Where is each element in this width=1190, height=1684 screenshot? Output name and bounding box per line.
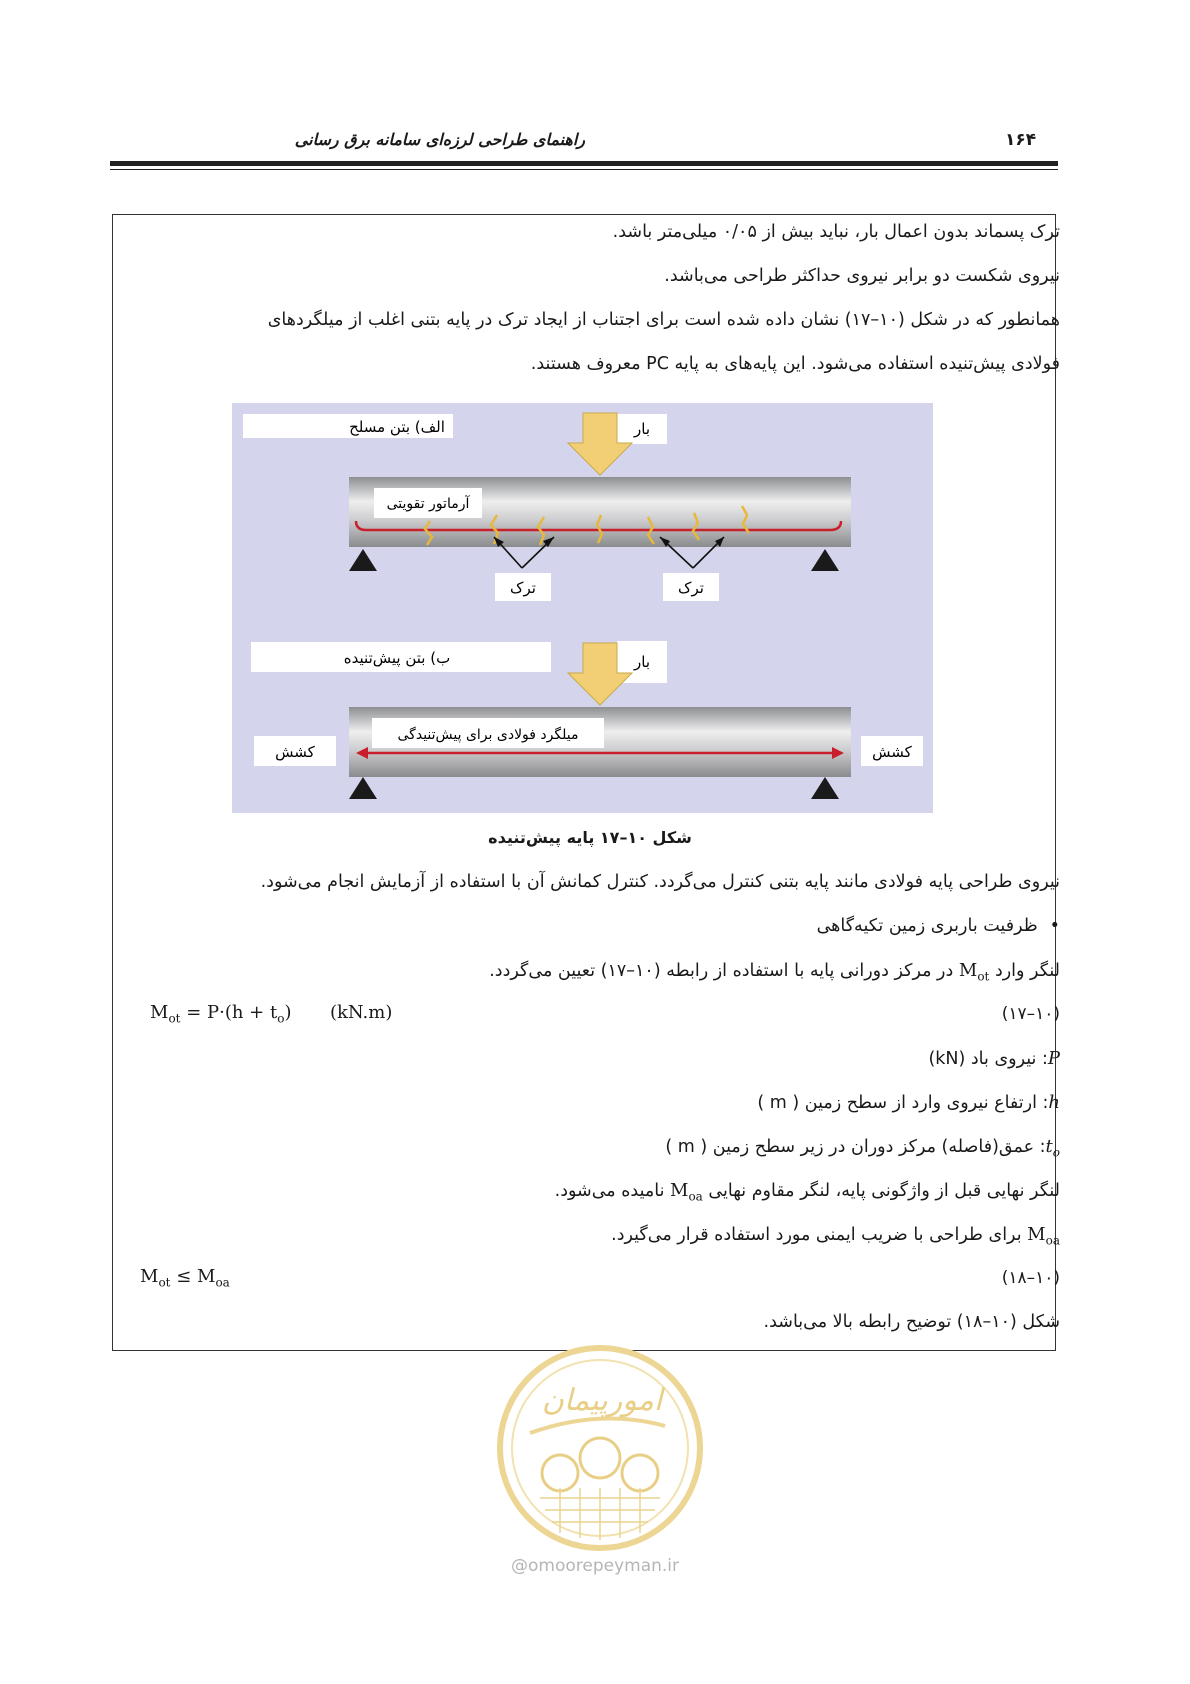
stamp-lettering: امورپیمان bbox=[541, 1383, 663, 1418]
watermark-stamp bbox=[490, 1338, 710, 1558]
rebar-label: آرماتور تقویتی bbox=[386, 496, 470, 512]
tension-left: کشش bbox=[275, 743, 315, 761]
variable-t: $t_o$: عمق(فاصله) مرکز دوران در زیر سطح زمین ( m ) bbox=[665, 1136, 1060, 1160]
panel-b-title: ب) بتن پیش‌تنیده bbox=[343, 649, 451, 667]
equation-10-18: $M_{ot} \le M_{oa}$ bbox=[140, 1266, 230, 1290]
variable-h: h: ارتفاع نیروی وارد از سطح زمین ( m ) bbox=[757, 1092, 1060, 1113]
paragraph-moment-intro: لنگر وارد $M_{ot}$ در مرکز دورانی پایه با استفاده از رابطه (۱۰–۱۷) تعیین می‌گردد. bbox=[489, 960, 1060, 984]
equation-10-17-unit: (kN.m) bbox=[330, 1002, 393, 1023]
variable-p: P: نیروی باد (kN) bbox=[928, 1048, 1060, 1069]
tendon-label: میلگرد فولادی برای پیش‌تنیدگی bbox=[397, 727, 579, 743]
figure-caption: شکل ۱۰–۱۷ پایه پیش‌تنیده bbox=[488, 828, 692, 847]
running-header-title: راهنمای طراحی لرزه‌ای سامانه برق رسانی bbox=[294, 130, 585, 149]
paragraph-residual-crack: ترک پسماند بدون اعمال بار، نباید بیش از ۰/۰۵ میلی‌متر باشد. bbox=[612, 222, 1060, 242]
crack-label-right: ترک bbox=[678, 579, 704, 597]
paragraph-breaking-force: نیروی شکست دو برابر نیروی حداکثر طراحی می‌باشد. bbox=[664, 266, 1060, 286]
paragraph-prestressed-1: همانطور که در شکل (۱۰–۱۷) نشان داده شده است برای اجتناب از ایجاد ترک در پایه بتنی اغلب از میلگردهای bbox=[267, 310, 1060, 330]
bullet-marker: • bbox=[1049, 916, 1060, 936]
header-rule-thin bbox=[110, 169, 1058, 170]
load-label-b: بار bbox=[634, 653, 650, 671]
paragraph-figure-reference: شکل (۱۰–۱۸) توضیح رابطه بالا می‌باشد. bbox=[763, 1312, 1060, 1332]
page-number: ۱۶۴ bbox=[1005, 130, 1037, 150]
equation-10-18-number: (۱۰–۱۸) bbox=[1001, 1268, 1060, 1288]
paragraph-ultimate-moment: لنگر نهایی قبل از واژگونی پایه، لنگر مقاوم نهایی $M_{oa}$ نامیده می‌شود. bbox=[554, 1180, 1060, 1204]
watermark-url: @omoorepeyman.ir bbox=[510, 1556, 680, 1576]
equation-10-17: $M_{ot} = P\cdot(h + t_o)$ bbox=[150, 1002, 292, 1026]
bullet-text: ظرفیت باربری زمین تکیه‌گاهی bbox=[816, 916, 1038, 936]
paragraph-steel-pole: نیروی طراحی پایه فولادی مانند پایه بتنی کنترل می‌گردد. کنترل کمانش آن با استفاده از آزمایش انجام می‌شود. bbox=[260, 872, 1060, 892]
panel-a-title: الف) بتن مسلح bbox=[349, 418, 445, 436]
paragraph-safety-factor: $M_{oa}$ برای طراحی با ضریب ایمنی مورد استفاده قرار می‌گیرد. bbox=[611, 1224, 1060, 1248]
equation-10-17-number: (۱۰–۱۷) bbox=[1001, 1004, 1060, 1024]
crack-label-left: ترک bbox=[510, 579, 536, 597]
paragraph-prestressed-2: فولادی پیش‌تنیده استفاده می‌شود. این پایه‌های به پایه PC معروف هستند. bbox=[530, 354, 1060, 374]
tension-right: کشش bbox=[872, 743, 912, 761]
load-label-a: بار bbox=[634, 420, 650, 438]
figure-prestressed-pole bbox=[232, 403, 933, 813]
header-rule-thick bbox=[110, 161, 1058, 166]
bullet-bearing-capacity bbox=[130, 916, 1060, 936]
